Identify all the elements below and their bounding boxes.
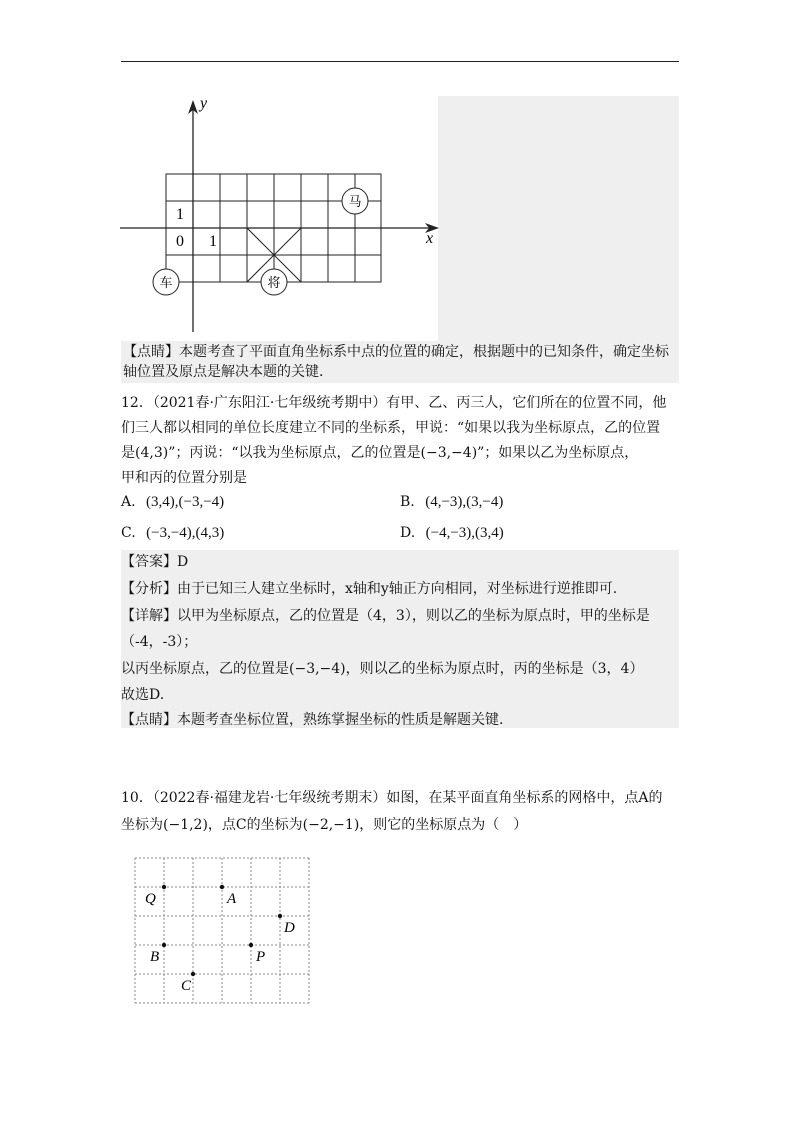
point-A-label: A [227,891,237,907]
point-D-dot [278,914,282,918]
point-Q-dot [162,885,166,889]
q12-line-3: 是(4,3)”；丙说：“以我为坐标原点，乙的位置是(−3,−4)”；如果以乙为坐标原点， [121,445,639,461]
point-B-label: B [150,949,160,965]
option-b-label: B. [400,494,415,510]
detail-12-line-1: 【详解】以甲为坐标原点，乙的位置是（4，3），则以乙的坐标为原点时，甲的坐标是 [121,608,650,624]
answer-12: 【答案】D [121,554,189,570]
q12-line-1: 12．（2021春·广东阳江·七年级统考期中）有甲、乙、丙三人，它们所在的位置不同，他 [121,395,667,411]
conclusion-12: 故选D. [121,687,165,703]
option-d-value: (−4,−3),(3,4) [425,525,504,541]
option-c-value: (−3,−4),(4,3) [146,525,225,541]
piece-chariot: 车 [159,276,173,291]
option-c-label: C. [121,525,136,541]
comment-1: 【点睛】本题考查了平面直角坐标系中点的位置的确定，根据题中的已知条件，确定坐标轴位置及原点是解决本题的关键. [123,344,669,380]
q12-line-2: 们三人都以相同的单位长度建立不同的坐标系，甲说：“如果以我为坐标原点，乙的位置 [121,420,661,436]
point-C-label: C [181,978,192,994]
option-a-label: A. [121,494,136,510]
option-b-value: (4,−3),(3,−4) [425,494,504,510]
comment-12: 【点睛】本题考查坐标位置，熟练掌握坐标的性质是解题关键. [121,712,504,728]
q10-line-2: 坐标为(−1,2)，点C的坐标为(−2,−1)，则它的坐标原点为（ ） [121,817,528,833]
y-axis-label: y [200,95,208,112]
point-P-dot [249,943,253,947]
piece-general: 将 [267,276,281,291]
option-a [121,494,224,511]
piece-horse: 马 [348,195,362,210]
point-B-dot [162,943,166,947]
analysis-12: 【分析】由于已知三人建立坐标时，x轴和y轴正方向相同，对坐标进行逆推即可. [121,581,618,597]
tick-one-y: 1 [176,206,184,223]
point-D-label: D [284,920,295,936]
point-P-label: P [256,949,266,965]
point-A-dot [220,885,224,889]
answer-shade-top-right [438,96,679,341]
option-d [400,525,504,542]
option-b [400,494,503,511]
point-C-dot [191,972,195,976]
answer-shade-q12 [121,550,679,728]
option-d-label: D. [400,525,416,541]
x-axis-label: x [426,230,434,247]
point-grid-figure [130,853,314,1005]
tick-one-x: 1 [209,233,217,250]
q12-line-4: 甲和丙的位置分别是 [121,470,247,486]
option-c [121,525,224,542]
detail-12-line-2: （-4，-3）； [121,634,198,650]
option-a-value: (3,4),(−3,−4) [146,494,225,510]
chess-coordinate-figure [116,92,446,337]
point-Q-label: Q [145,891,156,907]
header-rule [121,61,679,62]
q10-line-1: 10．（2022春·福建龙岩·七年级统考期末）如图，在某平面直角坐标系的网格中，点A的 [121,790,663,806]
detail-12-line-3: 以丙坐标原点，乙的位置是(−3,−4)，则以乙的坐标为原点时，丙的坐标是（3，4） [121,661,644,677]
tick-zero: 0 [176,233,184,250]
